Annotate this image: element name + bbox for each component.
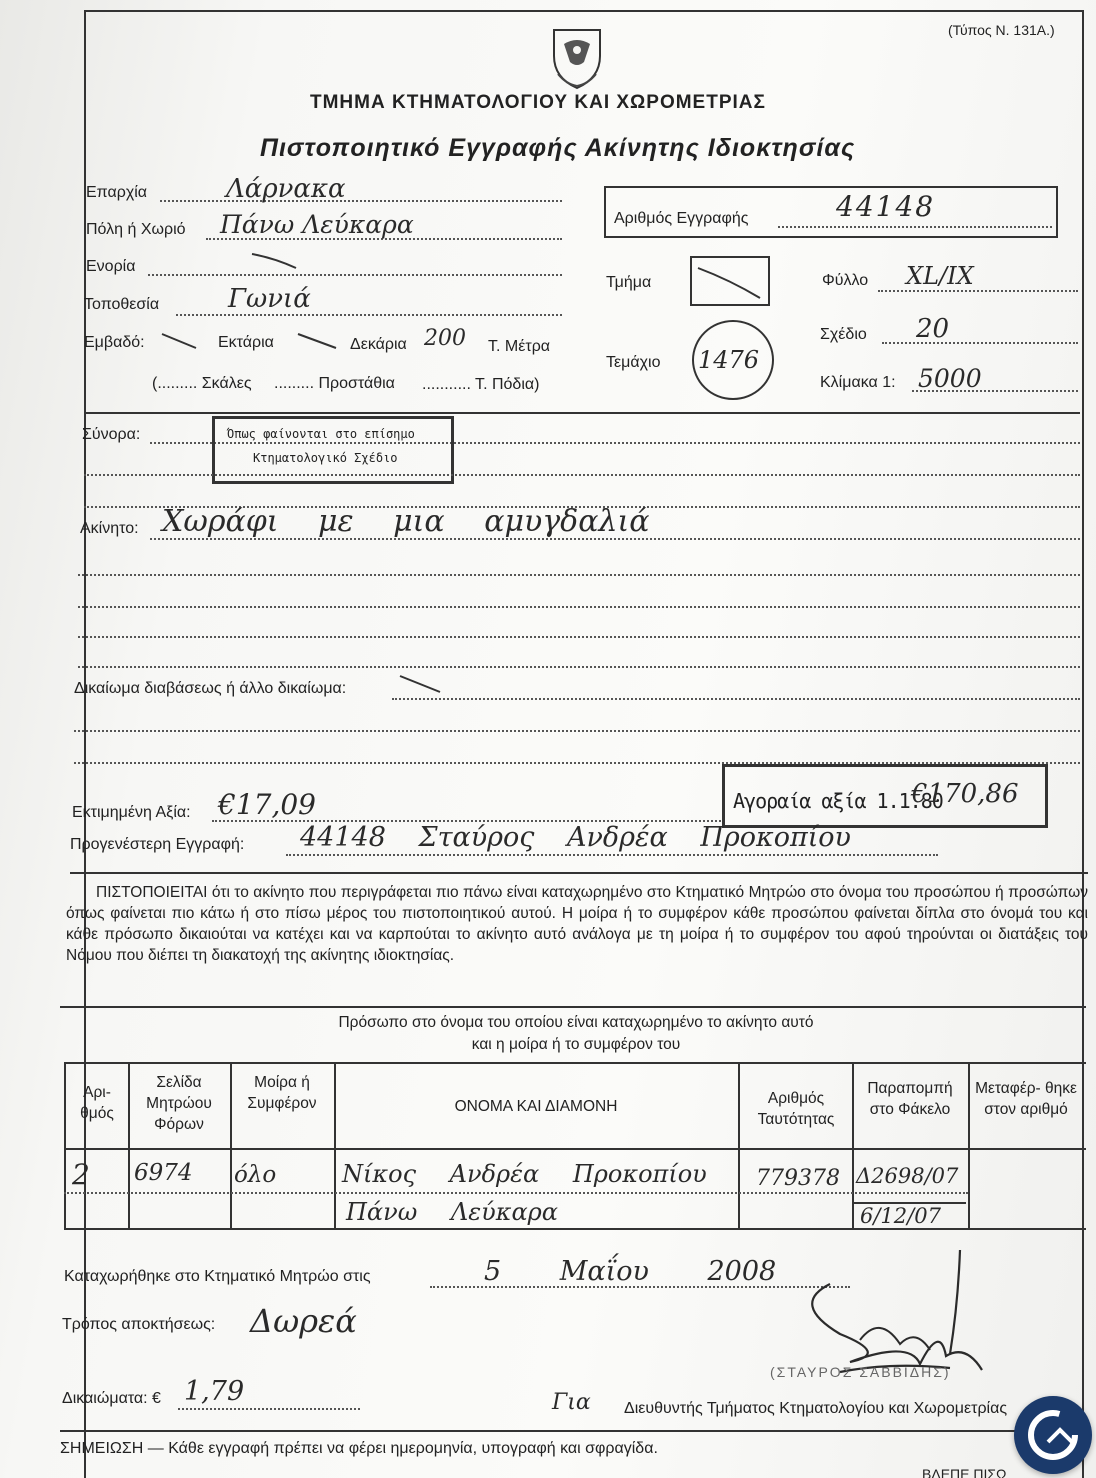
header-transferred: Μεταφέρ- θηκε στον αριθμό: [975, 1080, 1077, 1118]
header-name: ΟΝΟΜΑ ΚΑΙ ΔΙΑΜΟΝΗ: [454, 1098, 618, 1115]
table-column-line: [968, 1062, 970, 1228]
header-register-page: Σελίδα Μητρώου Φόρων: [146, 1074, 212, 1133]
block-label: Τμήμα: [606, 274, 652, 291]
town-value: Πάνω Λεύκαρα: [220, 210, 414, 239]
house-icon: [1014, 1396, 1092, 1474]
dash-mark-icon: [160, 330, 200, 352]
locality-dots: [176, 314, 562, 316]
plot-label: Τεμάχιο: [606, 354, 661, 371]
locality-label: Τοποθεσία: [84, 296, 160, 313]
row-name-line1: Νίκος Ανδρέα Προκοπίου: [342, 1160, 707, 1188]
row-share: όλο: [234, 1162, 277, 1188]
department-name: ΤΜΗΜΑ ΚΤΗΜΑΤΟΛΟΓΙΟΥ ΚΑΙ ΧΩΡΟΜΕΤΡΙΑΣ: [310, 92, 766, 113]
table-column-line: [738, 1062, 740, 1228]
table-caption-line1: Πρόσωπο στο όνομα του οποίου είναι καταχωρημένο το ακίνητο αυτό: [338, 1014, 814, 1031]
sheet-label: Φύλλο: [822, 272, 869, 289]
ruled-dots: [84, 474, 1080, 476]
estimated-value: €17,09: [218, 788, 316, 821]
acquisition-value: Δωρεά: [250, 1302, 357, 1340]
divider-line: [84, 412, 1080, 414]
registered-value: 5 Μαΐου 2008: [484, 1256, 777, 1287]
sqm-label: Τ. Μέτρα: [488, 338, 551, 355]
quarter-dots: [148, 274, 562, 276]
ruled-dots: [78, 636, 1080, 638]
district-label: Επαρχία: [86, 184, 148, 201]
decares-label: Δεκάρια: [350, 336, 407, 353]
scale-label: Κλίμακα 1:: [820, 374, 896, 391]
row-id-number: 779378: [756, 1166, 840, 1191]
plan-value: 20: [916, 314, 950, 344]
divider-line: [60, 1430, 1090, 1432]
market-value: €170,86: [911, 779, 1019, 809]
boundaries-stamp-line2: Κτηματολογικό Σχέδιο: [253, 451, 398, 465]
row-file-ref-line2: 6/12/07: [860, 1204, 941, 1228]
fees-label: Δικαιώματα: €: [62, 1390, 161, 1407]
dash-mark-icon: [250, 250, 300, 272]
for-label: Για: [552, 1390, 591, 1415]
fees-value: 1,79: [184, 1376, 245, 1407]
divider-line: [70, 872, 1088, 874]
header-id-number: Αριθμός Ταυτότητας: [757, 1090, 835, 1128]
row-number: 2: [72, 1158, 90, 1191]
locality-value: Γωνιά: [228, 284, 311, 314]
certification-paragraph: ΠΙΣΤΟΠΟΙΕΙΤΑΙ ότι το ακίνητο που περιγράφεται πιο πάνω είναι καταχωρημένο στο Κτηματικό Μητρώο στο όνομα του προσώπου ή προσώπων όπως φαίνεται πιο κάτω ή στο πίσω μέρος του πιστοποιητικού αυτού. Η μοίρα ή το συμφέρον κάθε προσώπου φαίνεται δίπλα στο όνομά του και κάθε πρόσωπο δικαιούται να κατέχει και να καρπούται το ακίνητο αυτό ανάλογα με τη μοίρα ή το συμφέρον του αφού τηρούνται οι διατάξεις του Νόμου που διέπει τη διακατοχή της ακίνητης ιδιοκτησίας.: [66, 884, 1088, 964]
market-value-label: Αγοραία αξία 1.1.80: [733, 789, 943, 813]
registration-number-label: Αριθμός Εγγραφής: [614, 210, 749, 227]
plan-label: Σχέδιο: [820, 326, 867, 343]
previous-registration-value: 44148 Σταύρος Ανδρέα Προκοπίου: [300, 822, 851, 853]
header-file-ref: Παραπομπή στο Φάκελο: [867, 1080, 953, 1118]
hectares-label: Εκτάρια: [218, 334, 274, 351]
table-bottom-line: [64, 1228, 1086, 1230]
footer-note: ΣΗΜΕΙΩΣΗ — Κάθε εγγραφή πρέπει να φέρει ημερομηνία, υπογραφή και σφραγίδα.: [60, 1440, 658, 1457]
table-header-top-line: [64, 1062, 1086, 1064]
sqft-label: ........... Τ. Πόδια): [422, 376, 540, 393]
estimated-value-label: Εκτιμημένη Αξία:: [72, 804, 191, 821]
row-register-page: 6974: [134, 1160, 193, 1186]
director-label: Διευθυντής Τμήματος Κτηματολογίου και Χωρομετρίας: [624, 1400, 1008, 1417]
dash-mark-icon: [296, 330, 340, 352]
dash-mark-icon: [694, 262, 766, 302]
property-value: Χωράφι με μια αμυγδαλιά: [162, 504, 650, 539]
district-value: Λάρνακα: [226, 174, 346, 204]
previous-registration-dots: [286, 854, 938, 856]
table-caption-line2: και η μοίρα ή το συμφέρον του: [471, 1036, 681, 1053]
plan-dots: [882, 342, 1078, 344]
turn-over-label: ΒΛΕΠΕ ΠΙΣΩ: [922, 1466, 1007, 1478]
prostathia-label: ......... Προστάθια: [274, 375, 395, 392]
boundaries-label: Σύνορα:: [82, 426, 141, 443]
market-value-stamp: [722, 764, 1048, 828]
row-name-line2: Πάνω Λεύκαρα: [346, 1198, 558, 1226]
town-label: Πόλη ή Χωριό: [86, 221, 186, 238]
sqm-value: 200: [424, 326, 466, 351]
row-dots: [64, 1192, 968, 1194]
scale-value: 5000: [918, 364, 982, 393]
form-type: (Τύπος Ν. 131Α.): [948, 22, 1055, 38]
area-label: Εμβαδό:: [84, 334, 145, 351]
logo-badge-icon: [1014, 1396, 1092, 1474]
row-file-ref-line1: Δ2698/07: [856, 1164, 959, 1188]
boundaries-stamp-line1: Όπως φαίνονται στο επίσημο: [227, 427, 415, 441]
right-of-way-label: Δικαίωμα διαβάσεως ή άλλο δικαίωμα:: [74, 680, 347, 697]
district-dots: [160, 200, 562, 202]
property-label: Ακίνητο:: [80, 520, 139, 537]
ruled-dots: [78, 666, 1080, 668]
registration-number-value: 44148: [836, 190, 936, 223]
ruled-dots: [78, 574, 1080, 576]
skales-label: (......... Σκάλες: [152, 375, 252, 392]
ruled-dots: [78, 606, 1080, 608]
sheet-value: XL/IX: [906, 262, 974, 290]
signatory-name: (ΣΤΑΥΡΟΣ ΣΑΒΒΙΔΗΣ): [770, 1364, 951, 1380]
table-column-line: [230, 1062, 232, 1228]
coat-of-arms-icon: [544, 22, 610, 92]
table-column-line: [334, 1062, 336, 1228]
right-of-way-dots: [392, 698, 1080, 700]
ruled-dots: [74, 730, 1080, 732]
table-column-line: [64, 1062, 66, 1228]
registration-number-dots: [778, 226, 1052, 228]
table-top-line: [60, 1006, 1086, 1008]
sheet-dots: [878, 290, 1078, 292]
registered-label: Καταχωρήθηκε στο Κτηματικό Μητρώο στις: [64, 1268, 371, 1285]
acquisition-label: Τρόπος αποκτήσεως:: [62, 1316, 216, 1333]
header-number: Αρι- θμός: [80, 1084, 114, 1122]
quarter-label: Ενορία: [86, 258, 136, 275]
previous-registration-label: Προγενέστερη Εγγραφή:: [70, 836, 245, 853]
fees-dots: [178, 1408, 360, 1410]
table-header-bottom-line: [64, 1148, 1086, 1150]
certificate-title: Πιστοποιητικό Εγγραφής Ακίνητης Ιδιοκτησίας: [260, 134, 856, 162]
dash-mark-icon: [398, 672, 444, 696]
table-column-line: [128, 1062, 130, 1228]
header-share: Μοίρα ή Συμφέρον: [247, 1074, 317, 1112]
plot-value: 1476: [698, 346, 760, 374]
